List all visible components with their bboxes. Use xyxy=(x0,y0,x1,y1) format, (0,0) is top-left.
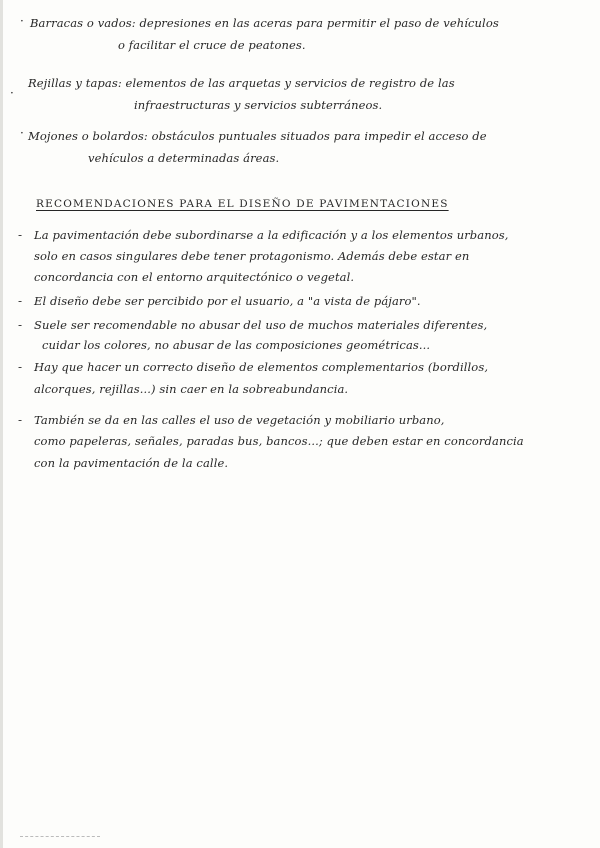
rec4-line-1: Hay que hacer un correcto diseño de elementos complementarios (bordillos, xyxy=(34,360,489,374)
rec1-line-3: concordancia con el entorno arquitectónico o vegetal. xyxy=(34,270,355,284)
rec1-line-1: La pavimentación debe subordinarse a la edificación y a los elementos urbanos, xyxy=(34,228,509,242)
rec1-line-2: solo en casos singulares debe tener protagonismo. Además debe estar en xyxy=(34,249,470,263)
barracas-line-2: o facilitar el cruce de peatones. xyxy=(118,38,306,52)
scan-edge xyxy=(0,0,3,848)
bullet-dash: - xyxy=(18,318,23,332)
scan-artifact xyxy=(20,836,100,838)
rec2-line-1: El diseño debe ser percibido por el usuario, a "a vista de pájaro". xyxy=(34,294,421,308)
bullet-dash: · xyxy=(10,86,14,100)
section-heading: RECOMENDACIONES PARA EL DISEÑO DE PAVIMENTACIONES xyxy=(36,198,449,210)
rejillas-line-1: Rejillas y tapas: elementos de las arquetas y servicios de registro de las xyxy=(28,76,455,90)
barracas-line-1: Barracas o vados: depresiones en las aceras para permitir el paso de vehículos xyxy=(30,16,499,30)
rec5-line-3: con la pavimentación de la calle. xyxy=(34,456,229,470)
bullet-dash: - xyxy=(18,360,23,374)
rec5-line-1: También se da en las calles el uso de vegetación y mobiliario urbano, xyxy=(34,413,445,427)
bullet-dash: · xyxy=(20,126,24,140)
rec3-line-2: cuidar los colores, no abusar de las composiciones geométricas... xyxy=(42,338,431,352)
rec3-line-1: Suele ser recomendable no abusar del uso de muchos materiales diferentes, xyxy=(34,318,488,332)
rec4-line-2: alcorques, rejillas...) sin caer en la sobreabundancia. xyxy=(34,382,349,396)
mojones-line-1: Mojones o bolardos: obstáculos puntuales situados para impedir el acceso de xyxy=(28,129,487,143)
bullet-dash: - xyxy=(18,413,23,427)
bullet-dash: · xyxy=(20,14,24,28)
rec5-line-2: como papeleras, señales, paradas bus, bancos...; que deben estar en concordancia xyxy=(34,434,524,448)
bullet-dash: - xyxy=(18,294,23,308)
mojones-line-2: vehículos a determinadas áreas. xyxy=(88,151,280,165)
bullet-dash: - xyxy=(18,228,23,242)
rejillas-line-2: infraestructuras y servicios subterráneos. xyxy=(134,98,383,112)
